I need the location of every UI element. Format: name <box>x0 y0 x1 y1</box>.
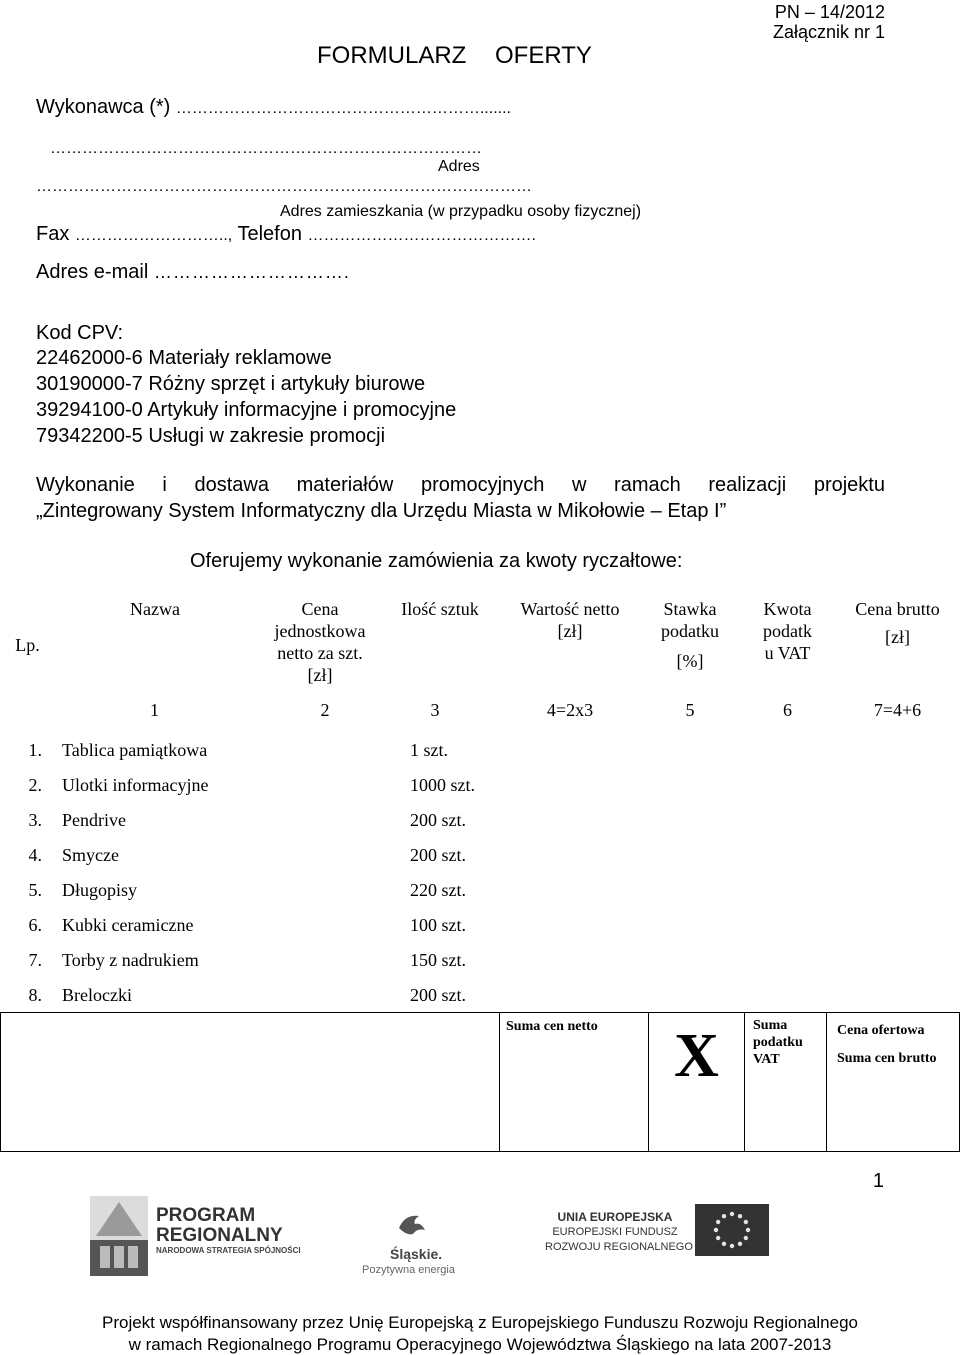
net-value-cell[interactable] <box>500 735 640 770</box>
gross-price-cell[interactable] <box>835 770 960 805</box>
cpv-code: 39294100-0 Artykuły informacyjne i promocyjne <box>36 399 457 421</box>
email-field[interactable]: …………………………. <box>153 262 350 282</box>
row-number: 4. <box>28 845 42 865</box>
phone-field[interactable]: ……………………………………. <box>307 227 536 244</box>
vat-amount-cell[interactable] <box>740 980 835 1015</box>
email-label: Adres e-mail <box>36 261 149 283</box>
vat-rate-cell[interactable] <box>640 805 740 840</box>
page-number: 1 <box>872 1170 884 1192</box>
eu-star-icon <box>716 1220 720 1224</box>
vat-rate-cell[interactable] <box>640 840 740 875</box>
phone-label: Telefon <box>237 223 302 245</box>
description-line-1: Wykonanie i dostawa materiałów promocyjnych w ramach realizacji projektu <box>36 474 885 496</box>
item-name: Ulotki informacyjne <box>62 775 209 795</box>
gross-price-cell[interactable] <box>835 840 960 875</box>
table-header-row <box>0 590 960 700</box>
gross-price-cell[interactable] <box>835 735 960 770</box>
unit-price-cell[interactable] <box>260 875 380 910</box>
document-number: PN – 14/2012 <box>774 2 885 22</box>
vat-rate-cell[interactable] <box>640 980 740 1015</box>
vat-amount-cell[interactable] <box>740 840 835 875</box>
cross-mark: X <box>674 1022 719 1090</box>
vat-rate-crossed-cell <box>648 1012 745 1152</box>
vat-amount-cell[interactable] <box>740 770 835 805</box>
vat-amount-cell[interactable] <box>740 875 835 910</box>
header-text: podatku <box>661 621 719 641</box>
vat-sum-label: podatku <box>753 1035 803 1050</box>
vat-sum-label: VAT <box>753 1052 780 1067</box>
header-text: Kwota <box>763 599 812 619</box>
header-text: [zł] <box>307 665 333 685</box>
net-value-cell[interactable] <box>500 770 640 805</box>
item-quantity: 200 szt. <box>410 985 466 1005</box>
cpv-code: 22462000-6 Materiały reklamowe <box>36 347 332 369</box>
summary-blank-cell <box>0 1012 500 1152</box>
gross-price-cell[interactable] <box>835 805 960 840</box>
item-name: Kubki ceramiczne <box>62 915 194 935</box>
item-name: Pendrive <box>62 810 126 830</box>
net-sum-cell[interactable] <box>499 1012 649 1152</box>
logo-text: Pozytywna energia <box>362 1264 455 1276</box>
unit-price-cell[interactable] <box>260 910 380 945</box>
header-text: Stawka <box>663 599 717 619</box>
unit-price-cell[interactable] <box>260 805 380 840</box>
residence-address-label: Adres zamieszkania (w przypadku osoby fizycznej) <box>280 203 642 220</box>
address-field[interactable]: ………………………………………………………………………………… <box>36 178 532 195</box>
email-line <box>36 261 350 284</box>
vat-rate-cell[interactable] <box>640 735 740 770</box>
attachment-number: Załącznik nr 1 <box>772 22 885 42</box>
row-number: 7. <box>28 950 42 970</box>
column-number: 1 <box>150 700 159 720</box>
eu-flag-icon <box>695 1204 769 1256</box>
vat-rate-cell[interactable] <box>640 770 740 805</box>
gross-sum-label: Suma cen brutto <box>837 1051 937 1066</box>
fax-field[interactable]: ……………………….., <box>74 227 233 244</box>
eu-star-icon <box>716 1236 720 1240</box>
row-number: 1. <box>28 740 42 760</box>
item-quantity: 150 szt. <box>410 950 466 970</box>
offer-price-label: Cena ofertowa <box>837 1023 925 1038</box>
item-quantity: 200 szt. <box>410 810 466 830</box>
vat-amount-cell[interactable] <box>740 735 835 770</box>
vat-rate-cell[interactable] <box>640 945 740 980</box>
net-value-cell[interactable] <box>500 875 640 910</box>
row-number: 6. <box>28 915 42 935</box>
net-value-cell[interactable] <box>500 945 640 980</box>
logo-text: PROGRAM <box>156 1205 256 1226</box>
logo-text: EUROPEJSKI FUNDUSZ <box>552 1226 678 1238</box>
unit-price-cell[interactable] <box>260 980 380 1015</box>
column-number: 6 <box>783 700 792 720</box>
header-text: podatk <box>763 621 812 641</box>
logo-text: REGIONALNY <box>156 1225 283 1246</box>
column-number: 5 <box>685 700 695 720</box>
table-row <box>0 735 960 770</box>
header-text: [zł] <box>885 627 910 647</box>
vat-rate-cell[interactable] <box>640 910 740 945</box>
item-quantity: 220 szt. <box>410 880 466 900</box>
item-quantity: 1000 szt. <box>410 775 475 795</box>
eu-logo <box>545 1196 785 1286</box>
net-value-cell[interactable] <box>500 980 640 1015</box>
eu-star-icon <box>730 1212 734 1216</box>
program-regionalny-logo <box>90 1196 330 1286</box>
slaskie-bird-icon <box>395 1208 429 1242</box>
header-text: Cena <box>301 599 339 619</box>
vat-rate-cell[interactable] <box>640 875 740 910</box>
unit-price-cell[interactable] <box>260 945 380 980</box>
table-row <box>0 805 960 840</box>
row-number: 5. <box>28 880 42 900</box>
column-number: 3 <box>430 700 440 720</box>
eu-star-icon <box>744 1236 748 1240</box>
item-name: Tablica pamiątkowa <box>62 740 208 760</box>
description-line-2: „Zintegrowany System Informatyczny dla Urzędu Miasta w Mikołowie – Etap I” <box>36 500 727 522</box>
item-name: Torby z nadrukiem <box>62 950 199 970</box>
fax-phone-line <box>36 223 536 246</box>
eu-star-icon <box>738 1242 742 1246</box>
vat-amount-cell[interactable] <box>740 910 835 945</box>
table-row <box>0 910 960 945</box>
net-value-cell[interactable] <box>500 805 640 840</box>
header-text: Wartość netto <box>520 599 620 619</box>
offer-table <box>0 590 960 1015</box>
gross-price-cell[interactable] <box>835 945 960 980</box>
cpv-code: 79342200-5 Usługi w zakresie promocji <box>36 425 386 447</box>
eu-star-icon <box>714 1228 718 1232</box>
column-number: 4=2x3 <box>546 700 594 720</box>
header-text: Cena brutto <box>855 599 940 619</box>
address-label: Adres <box>438 158 480 175</box>
item-name: Smycze <box>62 845 119 865</box>
table-row <box>0 980 960 1015</box>
logo-text: UNIA EUROPEJSKA <box>557 1210 673 1224</box>
header-text: u VAT <box>764 643 811 663</box>
item-quantity: 100 szt. <box>410 915 466 935</box>
eu-star-icon <box>738 1214 742 1218</box>
eu-star-icon <box>746 1228 750 1232</box>
contractor-line <box>36 96 511 119</box>
numbering-row <box>0 700 960 735</box>
vat-sum-label: Suma <box>753 1018 788 1033</box>
cpv-code: 30190000-7 Różny sprzęt i artykuły biurowe <box>36 373 426 395</box>
column-number: 7=4+6 <box>873 700 922 720</box>
net-value-cell[interactable] <box>500 910 640 945</box>
summary-row <box>0 1012 960 1152</box>
header-text: [%] <box>676 651 704 671</box>
vat-sum-cell[interactable] <box>744 1012 827 1152</box>
item-quantity: 200 szt. <box>410 845 466 865</box>
contractor-name-field-2[interactable]: ……………………………………………………………………… <box>50 140 482 157</box>
row-number: 8. <box>28 985 42 1005</box>
logo-text: NARODOWA STRATEGIA SPÓJNOŚCI <box>156 1246 301 1255</box>
column-number: 2 <box>320 700 330 720</box>
unit-price-cell[interactable] <box>260 770 380 805</box>
item-name: Breloczki <box>62 985 132 1005</box>
header-text: [zł] <box>557 621 583 641</box>
column-header-quantity: Ilość sztuk <box>401 599 479 619</box>
page-title: FORMULARZ OFERTY <box>317 42 592 69</box>
logo-text: ROZWOJU REGIONALNEGO <box>545 1241 693 1253</box>
eu-star-icon <box>722 1214 726 1218</box>
row-number: 3. <box>28 810 42 830</box>
footer-line-2: w ramach Regionalnego Programu Operacyjnego Województwa Śląskiego na lata 2007-2013 <box>128 1335 832 1354</box>
eu-star-icon <box>722 1242 726 1246</box>
item-quantity: 1 szt. <box>410 740 448 760</box>
unit-price-cell[interactable] <box>260 735 380 770</box>
offer-price-cell[interactable] <box>826 1012 960 1152</box>
column-header-lp: Lp. <box>15 635 40 655</box>
vat-amount-cell[interactable] <box>740 945 835 980</box>
document-reference <box>773 2 885 42</box>
header-text: jednostkowa <box>274 621 366 641</box>
eu-star-icon <box>730 1244 734 1248</box>
row-number: 2. <box>28 775 42 795</box>
slaskie-logo <box>350 1196 480 1286</box>
vat-amount-cell[interactable] <box>740 805 835 840</box>
program-logo-mark-icon <box>90 1196 148 1276</box>
contractor-label: Wykonawca (*) <box>36 96 171 118</box>
column-header-name: Nazwa <box>130 599 180 619</box>
item-name: Długopisy <box>62 880 138 900</box>
logo-text: Śląskie. <box>390 1246 443 1262</box>
column-header-vat-rate <box>640 590 740 700</box>
net-value-cell[interactable] <box>500 840 640 875</box>
offer-intro: Oferujemy wykonanie zamówienia za kwoty ryczałtowe: <box>190 550 683 572</box>
unit-price-cell[interactable] <box>260 840 380 875</box>
column-header-gross-price <box>835 590 960 700</box>
table-row <box>0 945 960 980</box>
fax-label: Fax <box>36 223 70 245</box>
gross-price-cell[interactable] <box>835 980 960 1015</box>
eu-star-icon <box>744 1220 748 1224</box>
table-row <box>0 770 960 805</box>
table-row <box>0 840 960 875</box>
footer-line-1: Projekt współfinansowany przez Unię Europejską z Europejskiego Funduszu Rozwoju Regionalnego <box>102 1313 858 1332</box>
gross-price-cell[interactable] <box>835 875 960 910</box>
net-sum-label: Suma cen netto <box>506 1019 598 1034</box>
column-header-vat-amount <box>740 590 835 700</box>
gross-price-cell[interactable] <box>835 910 960 945</box>
header-text: netto za szt. <box>277 643 363 663</box>
contractor-name-field[interactable]: …………………………………………………....... <box>175 100 511 117</box>
column-header-unit-price <box>260 590 380 700</box>
cpv-label: Kod CPV: <box>36 322 124 344</box>
column-header-net-value <box>500 590 640 700</box>
table-row <box>0 875 960 910</box>
